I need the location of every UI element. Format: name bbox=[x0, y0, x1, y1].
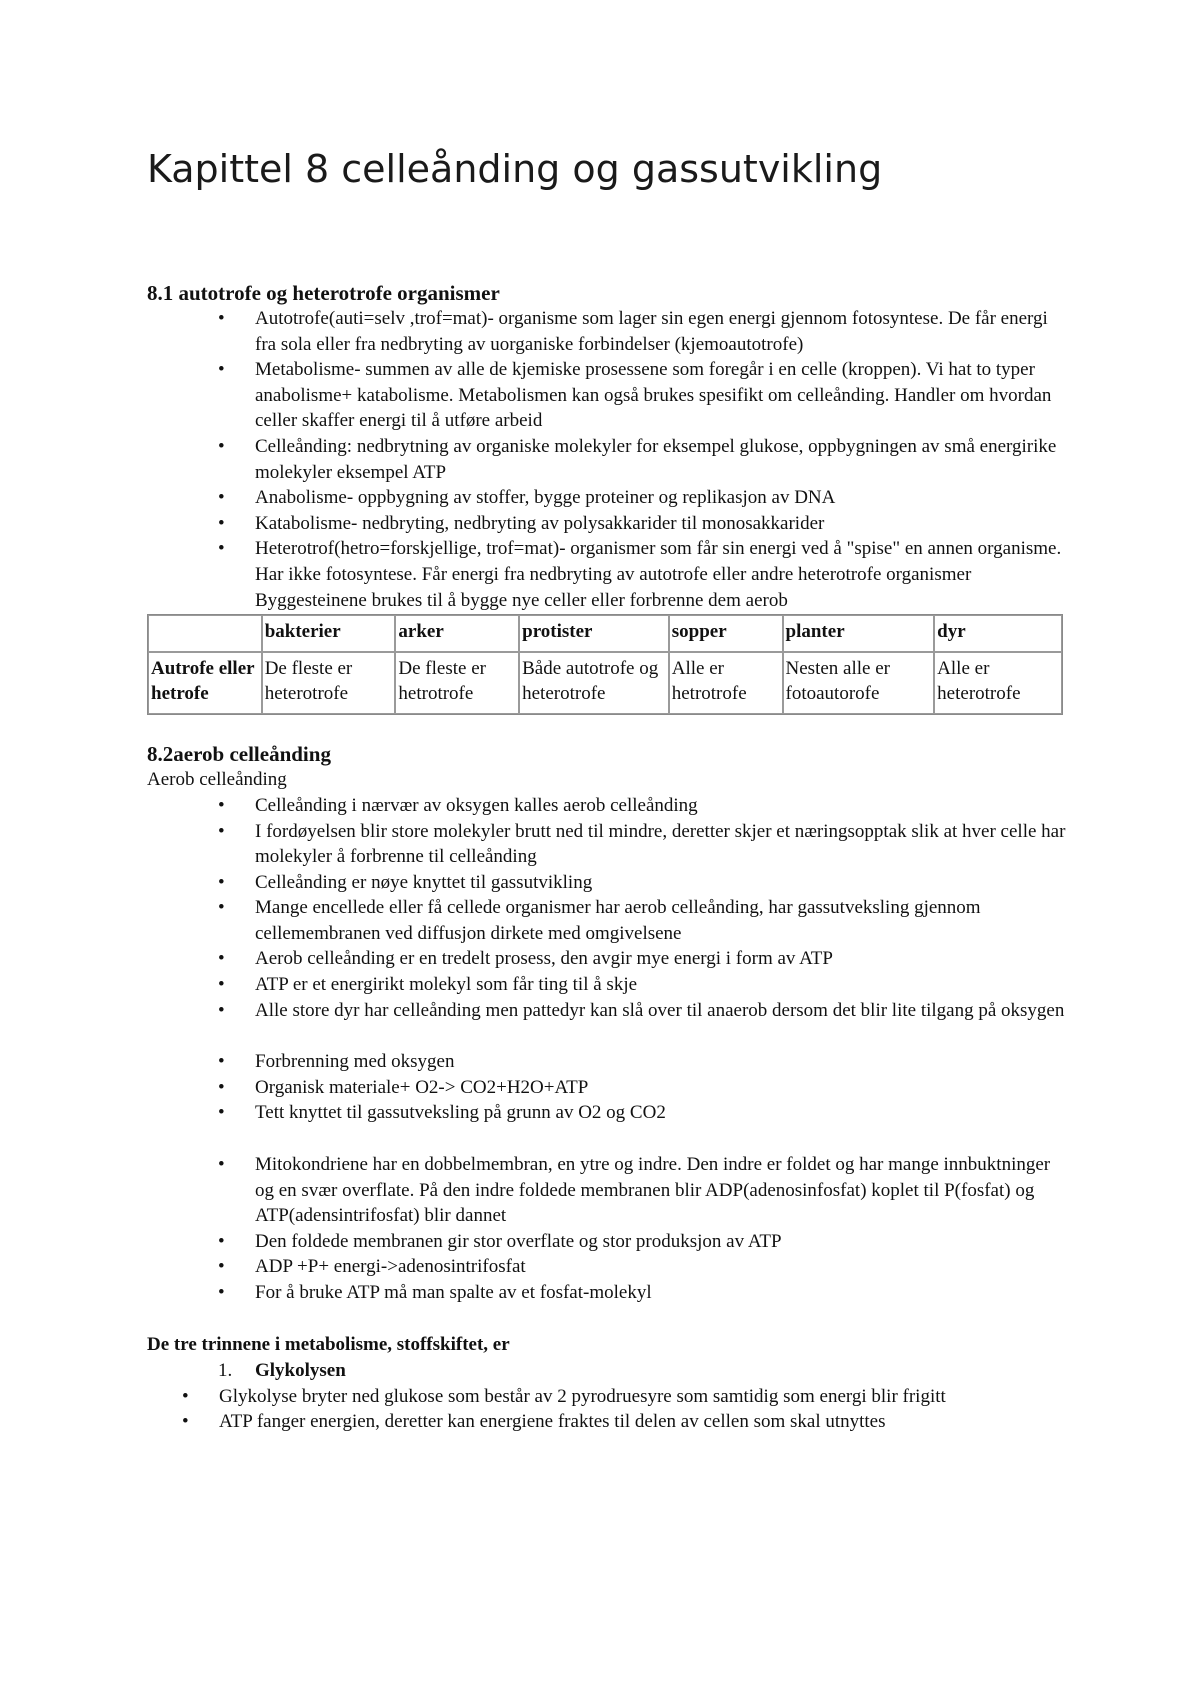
list-item: • ATP er et energirikt molekyl som får ting til å skje bbox=[255, 972, 1067, 998]
list-item: • Heterotrof(hetro=forskjellige, trof=mat)- organismer som får sin energi ved å "spise" en annen organisme. Har ikke fotosyntese. Får energi fra nedbryting av autotrofe eller andre heterotrofe organismer Byggesteinene brukes til å bygge nye celler eller forbrenne dem aerob bbox=[255, 536, 1067, 613]
section-1-bullet-list bbox=[147, 306, 1067, 613]
table-cell: De fleste er hetrotrofe bbox=[395, 652, 519, 714]
table-cell: De fleste er heterotrofe bbox=[262, 652, 396, 714]
step-number: 1. bbox=[218, 1359, 233, 1381]
list-item: • Autotrofe(auti=selv ,trof=mat)- organisme som lager sin egen energi gjennom fotosyntese. De får energi fra sola eller fra nedbryting av uorganiske forbindelser (kjemoautotrofe) bbox=[255, 306, 1067, 357]
list-item: • I fordøyelsen blir store molekyler brutt ned til mindre, deretter skjer et næringsopptak slik at hver celle har molekyler å forbrenne til celleånding bbox=[255, 819, 1067, 870]
table-header-cell: bakterier bbox=[262, 615, 396, 652]
list-item: • Metabolisme- summen av alle de kjemiske prosessene som foregår i en celle (kroppen). Vi hat to typer anabolisme+ katabolisme. Metabolismen kan også brukes spesifikt om celleånding. Handler om hvordan celler skaffer energi til å utføre arbeid bbox=[255, 357, 1067, 434]
document-page bbox=[147, 140, 1067, 1435]
section-2-bullet-list-c bbox=[147, 1152, 1067, 1306]
list-item: • Alle store dyr har celleånding men pattedyr kan slå over til anaerob dersom det blir lite tilgang på oksygen bbox=[255, 998, 1067, 1024]
page-title: Kapittel 8 celleånding og gassutvikling bbox=[147, 147, 883, 191]
step-label: Glykolysen bbox=[255, 1359, 346, 1381]
table-header-row bbox=[148, 615, 1062, 652]
list-item: • ADP +P+ energi->adenosintrifosfat bbox=[255, 1254, 1067, 1280]
list-item: • Katabolisme- nedbryting, nedbryting av polysakkarider til monosakkarider bbox=[255, 511, 1067, 537]
section-subtitle: Aerob celleånding bbox=[147, 768, 287, 790]
table-header-cell: arker bbox=[395, 615, 519, 652]
list-item bbox=[218, 1358, 1067, 1384]
glycolysis-bullet-list bbox=[147, 1384, 1067, 1435]
table-cell: Både autotrofe og heterotrofe bbox=[519, 652, 669, 714]
list-item: • Mitokondriene har en dobbelmembran, en ytre og indre. Den indre er foldet og har mange innbuktninger og en svær overflate. På den indre foldede membranen blir ADP(adenosinfosfat) koplet til P(fosfat) og ATP(adensintrifosfat) blir dannet bbox=[255, 1152, 1067, 1229]
table-cell: Nesten alle er fotoautorofe bbox=[783, 652, 935, 714]
list-item: • Den foldede membranen gir stor overflate og stor produksjon av ATP bbox=[255, 1229, 1067, 1255]
table-header-cell bbox=[148, 615, 262, 652]
table-header-cell: sopper bbox=[669, 615, 783, 652]
table-cell: Alle er hetrotrofe bbox=[669, 652, 783, 714]
list-item: • ATP fanger energien, deretter kan energiene fraktes til delen av cellen som skal utnyttes bbox=[219, 1409, 1067, 1435]
table-header-cell: dyr bbox=[934, 615, 1062, 652]
section-2-bullet-list-a bbox=[147, 793, 1067, 1023]
section-2-bullet-list-b bbox=[147, 1049, 1067, 1126]
list-item: • Organisk materiale+ O2-> CO2+H2O+ATP bbox=[255, 1075, 1067, 1101]
list-item: • Glykolyse bryter ned glukose som består av 2 pyrodruesyre som samtidig som energi blir frigitt bbox=[219, 1384, 1067, 1410]
list-item: • Celleånding er nøye knyttet til gassutvikling bbox=[255, 870, 1067, 896]
table-header-cell: planter bbox=[783, 615, 935, 652]
section-heading-8-2: 8.2aerob celleånding bbox=[147, 741, 331, 766]
list-item: • Anabolisme- oppbygning av stoffer, bygge proteiner og replikasjon av DNA bbox=[255, 485, 1067, 511]
list-item: • For å bruke ATP må man spalte av et fosfat-molekyl bbox=[255, 1280, 1067, 1306]
list-item: • Celleånding: nedbrytning av organiske molekyler for eksempel glukose, oppbygningen av små energirike molekyler eksempel ATP bbox=[255, 434, 1067, 485]
list-item: • Mange encellede eller få cellede organismer har aerob celleånding, har gassutveksling gjennom cellemembranen ved diffusjon dirkete med omgivelsene bbox=[255, 895, 1067, 946]
section-heading-metabolism: De tre trinnene i metabolisme, stoffskiftet, er bbox=[147, 1333, 510, 1355]
list-item: • Celleånding i nærvær av oksygen kalles aerob celleånding bbox=[255, 793, 1067, 819]
table-cell: Alle er heterotrofe bbox=[934, 652, 1062, 714]
list-item: • Aerob celleånding er en tredelt prosess, den avgir mye energi i form av ATP bbox=[255, 946, 1067, 972]
list-item: • Tett knyttet til gassutveksling på grunn av O2 og CO2 bbox=[255, 1100, 1067, 1126]
section-heading-8-1: 8.1 autotrofe og heterotrofe organismer bbox=[147, 281, 500, 305]
table-row-label: Autrofe eller hetrofe bbox=[148, 652, 262, 714]
table-header-cell: protister bbox=[519, 615, 669, 652]
list-item: • Forbrenning med oksygen bbox=[255, 1049, 1067, 1075]
table-row bbox=[148, 652, 1062, 714]
metabolism-steps-list bbox=[147, 1358, 1067, 1384]
organism-table bbox=[147, 614, 1063, 715]
